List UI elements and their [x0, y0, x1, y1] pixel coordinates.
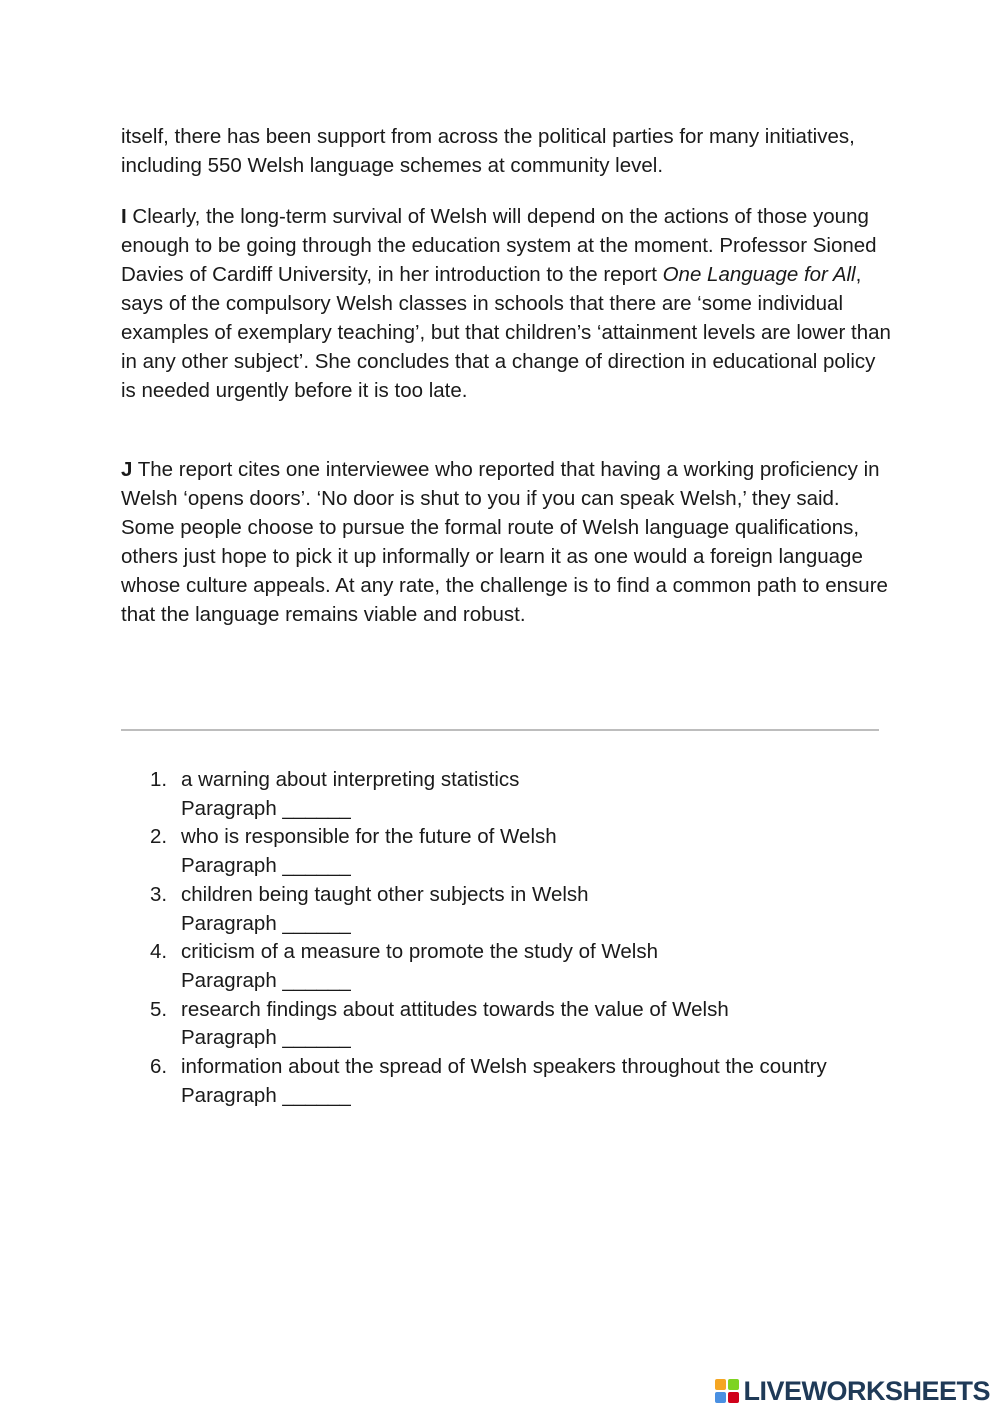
question-item: [150, 766, 890, 823]
liveworksheets-logo-icon: [715, 1379, 739, 1403]
question-number: 3.: [150, 882, 168, 906]
paragraph-j-text: The report cites one interviewee who reported that having a working proficiency in Welsh ‘opens doors’. ‘No door is shut to you if you can speak Welsh,’ they said. Some people choose to pursue the formal route of Welsh language qualifications, others just hope to pick it up informally or learn it as one would a foreign language whose culture appeals. At any rate, the challenge is to find a common path to ensure that the language remains viable and robust.: [121, 458, 888, 626]
question-item: [150, 996, 890, 1053]
question-text: a warning about interpreting statistics: [181, 768, 520, 791]
logo-square-icon: [728, 1379, 739, 1390]
answer-blank[interactable]: Paragraph ______: [181, 968, 351, 992]
paragraph-letter-i: I: [121, 205, 127, 228]
answer-blank[interactable]: Paragraph ______: [181, 854, 351, 878]
paragraph-i-text-end: , says of the compulsory Welsh classes in schools that there are ‘some individual examples of exemplary teaching’, but that children’s ‘attainment levels are lower than in any other subject’. She concludes that a change of direction in educational policy is needed urgently before it is too late.: [121, 263, 891, 402]
question-text: criticism of a measure to promote the study of Welsh: [181, 940, 659, 964]
question-text: information about the spread of Welsh speakers throughout the country: [181, 1055, 827, 1079]
question-item: [150, 823, 890, 880]
question-number: 5.: [150, 997, 168, 1021]
answer-blank[interactable]: Paragraph ______: [181, 1026, 351, 1050]
logo-text: LIVEWORKSHEETS: [743, 1375, 990, 1406]
paragraph-letter-j: J: [121, 458, 133, 481]
question-text: children being taught other subjects in Welsh: [181, 882, 589, 906]
question-item: [150, 938, 890, 995]
paragraph-j: [121, 455, 891, 629]
logo-square-icon: [715, 1379, 726, 1390]
paragraph-i-text-start: Clearly, the long-term survival of Welsh will depend on the actions of those young enough to be going through the education system at the moment. Professor Sioned Davies of Cardiff University, in her introduction to the report: [121, 205, 877, 286]
answer-blank[interactable]: Paragraph ______: [181, 796, 351, 820]
report-title: One Language for All: [662, 263, 856, 286]
question-number: 1.: [150, 768, 168, 791]
liveworksheets-logo: [715, 1375, 990, 1407]
question-item: [150, 1053, 890, 1110]
answer-blank[interactable]: Paragraph ______: [181, 911, 351, 935]
question-number: 2.: [150, 825, 168, 849]
question-number: 4.: [150, 940, 168, 964]
question-list: [150, 766, 890, 1110]
question-text: who is responsible for the future of Welsh: [181, 825, 557, 849]
logo-square-icon: [728, 1392, 739, 1403]
logo-square-icon: [715, 1392, 726, 1403]
intro-paragraph: itself, there has been support from across the political parties for many initiatives, including 550 Welsh language schemes at community level.: [121, 125, 855, 177]
question-number: 6.: [150, 1055, 168, 1079]
question-text: research findings about attitudes towards the value of Welsh: [181, 997, 729, 1021]
section-divider: [121, 729, 879, 731]
paragraph-i: [121, 202, 891, 405]
answer-blank[interactable]: Paragraph ______: [181, 1083, 351, 1107]
question-item: [150, 881, 890, 938]
